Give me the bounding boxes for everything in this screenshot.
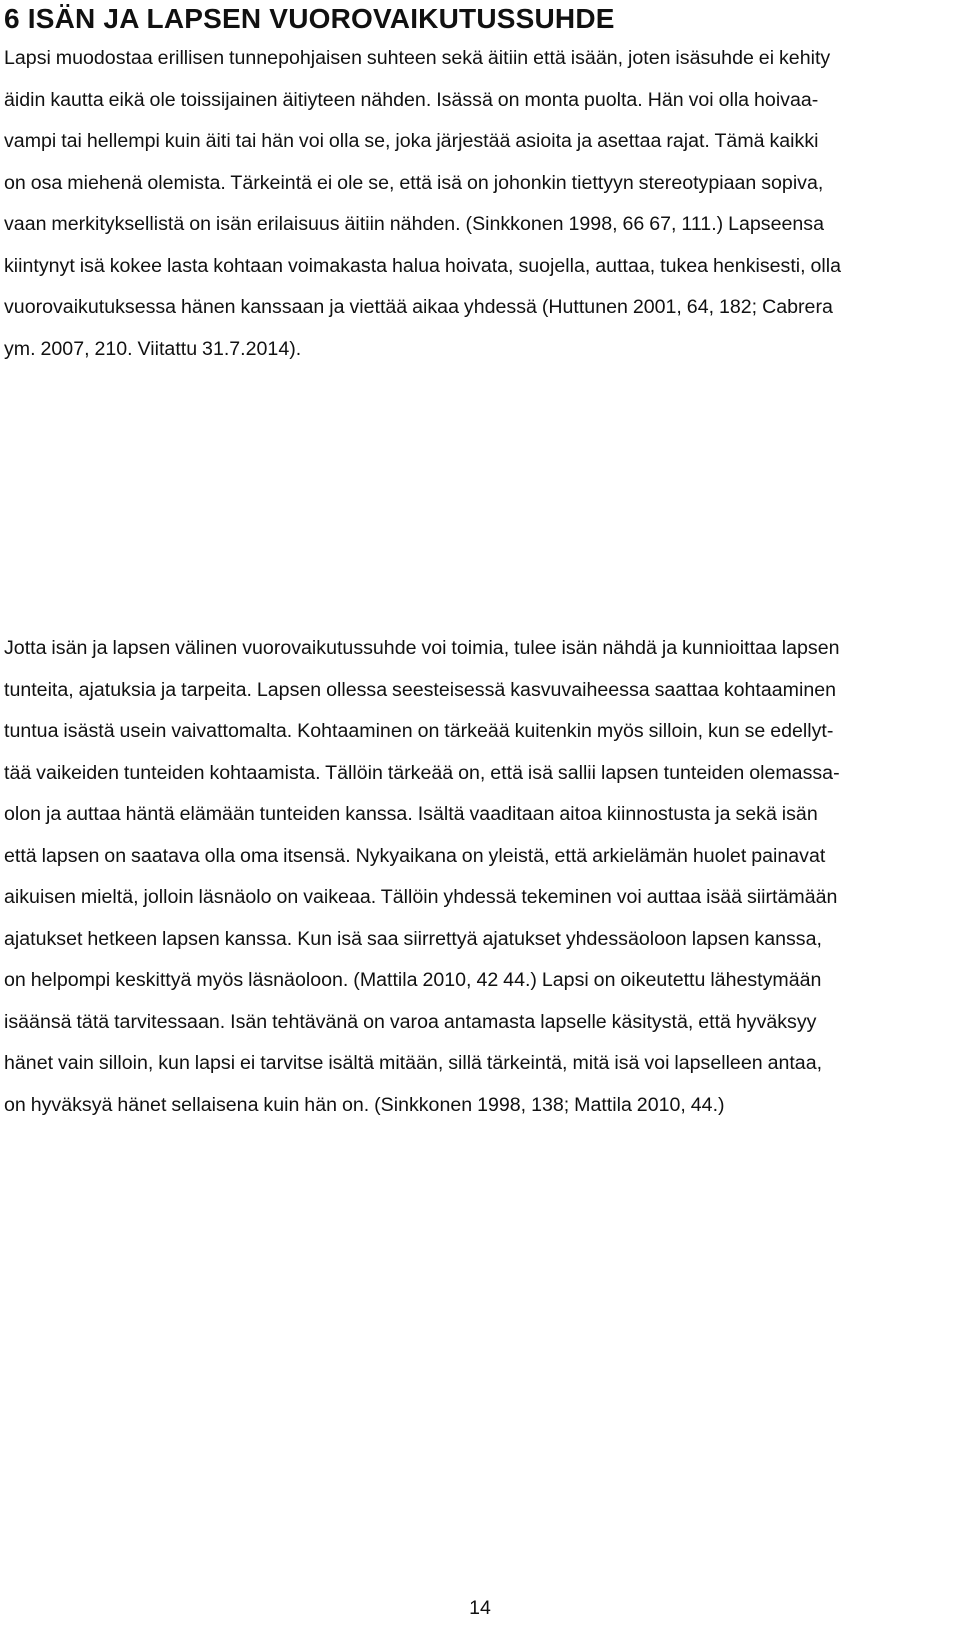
text-line: on osa miehenä olemista. Tärkeintä ei ole se, että isä on johonkin tiettyyn stereotypiaan sopiva, [4,171,824,194]
text-line: hänet vain silloin, kun lapsi ei tarvitse isältä mitään, sillä tärkeintä, mitä isä voi lapselleen antaa, [4,1052,823,1074]
text-line: kiintynyt isä kokee lasta kohtaan voimakasta halua hoivata, suojella, auttaa, tukea henkisesti, olla [4,254,842,277]
text-line: vuorovaikutuksessa hänen kanssaan ja viettää aikaa yhdessä (Huttunen 2001, 64, 182; Cabrera [4,296,833,318]
text-line: tuntua isästä usein vaivattomalta. Kohtaaminen on tärkeää kuitenkin myös silloin, kun se edellyt- [4,720,834,742]
text-line: tunteita, ajatuksia ja tarpeita. Lapsen ollessa seesteisessä kasvuvaiheessa saattaa kohtaaminen [4,678,837,701]
text-line: on helpompi keskittyä myös läsnäoloon. (Mattila 2010, 42 44.) Lapsi on oikeutettu lähestymään [4,969,822,991]
paragraph-interaction [4,628,956,1126]
paragraph-father-child-bond [4,38,956,370]
text-line: tää vaikeiden tunteiden kohtaamista. Tällöin tärkeää on, että isä sallii lapsen tunteiden olemassa- [4,761,840,784]
text-line: isäänsä tätä tarvitessaan. Isän tehtävänä on varoa antamasta lapselle käsitystä, että hyväksyy [4,1010,817,1033]
text-line: olon ja auttaa häntä elämään tunteiden kanssa. Isältä vaaditaan aitoa kiinnostusta ja sekä isän [4,803,818,825]
text-line: on hyväksyä hänet sellaisena kuin hän on. (Sinkkonen 1998, 138; Mattila 2010, 44.) [4,1093,725,1116]
page-number: 14 [469,1597,491,1619]
text-line: Jotta isän ja lapsen välinen vuorovaikutussuhde voi toimia, tulee isän nähdä ja kunnioittaa lapsen [4,637,840,659]
text-line: vaan merkityksellistä on isän erilaisuus äitiin nähden. (Sinkkonen 1998, 66 67, 111.) Lapseensa [4,213,824,235]
text-line: aikuisen mieltä, jolloin läsnäolo on vaikeaa. Tällöin yhdessä tekeminen voi auttaa isää siirtämään [4,886,838,908]
text-line: ajatukset hetkeen lapsen kanssa. Kun isä saa siirrettyä ajatukset yhdessäoloon lapsen kanssa, [4,927,822,950]
text-line: että lapsen on saatava olla oma itsensä. Nykyaikana on yleistä, että arkielämän huolet painavat [4,844,826,867]
text-line: äidin kautta eikä ole toissijainen äitiyteen nähden. Isässä on monta puolta. Hän voi olla hoivaa- [4,88,819,111]
chapter-heading: 6 ISÄN JA LAPSEN VUOROVAIKUTUSSUHDE [4,3,615,34]
text-line: vampi tai hellempi kuin äiti tai hän voi olla se, joka järjestää asioita ja asettaa rajat. Tämä kaikki [4,130,819,152]
text-line: Lapsi muodostaa erillisen tunnepohjaisen suhteen sekä äitiin että isään, joten isäsuhde ei kehity [4,47,831,69]
text-line: ym. 2007, 210. Viitattu 31.7.2014). [4,337,302,360]
